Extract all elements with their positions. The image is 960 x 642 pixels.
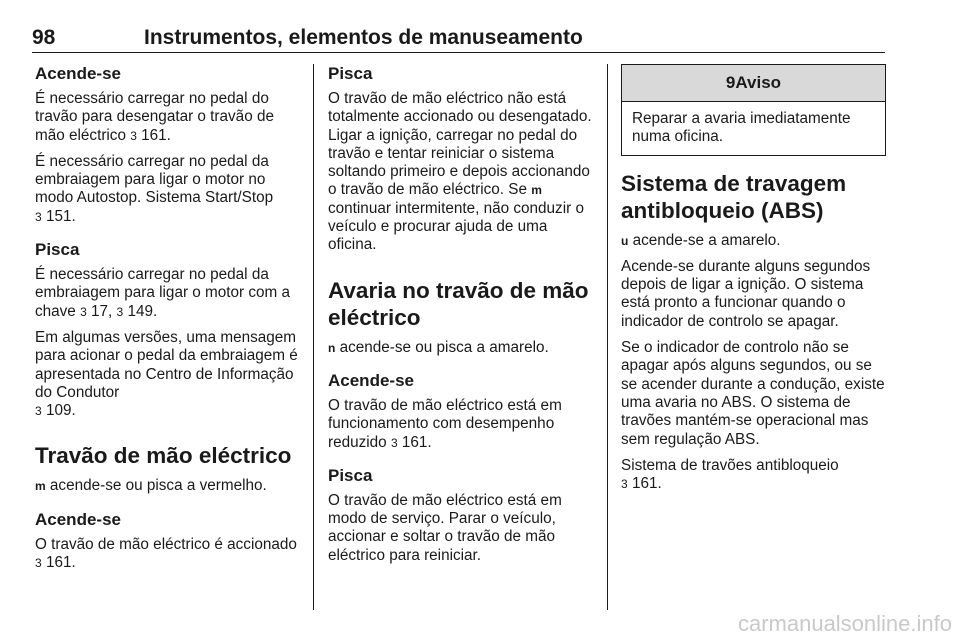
- paragraph: O travão de mão eléctrico é accionado 3 161.: [35, 535, 297, 572]
- abs-lamp-icon: u: [621, 233, 629, 248]
- watermark: carmanualsonline.info: [737, 611, 952, 636]
- column-3: [621, 64, 886, 501]
- section-heading: Pisca: [35, 240, 80, 260]
- reference-arrow-icon: 3: [621, 477, 628, 492]
- page-number: 98: [32, 26, 56, 49]
- section-heading: Acende-se: [35, 64, 121, 83]
- paragraph: Sistema de travões antibloqueio 3 161.: [621, 456, 839, 493]
- paragraph: É necessário carregar no pedal da embraiagem para ligar o motor no modo Autostop. Sistema Start/Stop 3 151.: [35, 152, 274, 225]
- warning-text: Reparar a avaria imediatamente numa oficina.: [632, 110, 851, 146]
- paragraph: Em algumas versões, uma mensagem para acionar o pedal da embraiagem é apresentada no Centro de Informação do Condutor 3 109.: [35, 328, 298, 420]
- section-heading: Acende-se: [35, 509, 121, 529]
- paragraph: u acende-se a amarelo.: [621, 231, 781, 249]
- parking-brake-lamp-icon: m: [531, 183, 542, 198]
- section-heading: Pisca: [328, 64, 373, 83]
- section-heading: Acende-se: [328, 370, 414, 390]
- column-2: [328, 64, 592, 573]
- paragraph: É necessário carregar no pedal da embraiagem para ligar o motor com a chave 3 17, 3 149.: [35, 266, 291, 320]
- column-divider: [607, 64, 608, 610]
- section-heading: Pisca: [328, 465, 373, 485]
- section-title: Sistema de travagem antibloqueio (ABS): [621, 170, 847, 223]
- warning-triangle-icon: 9: [725, 73, 736, 92]
- reference-arrow-icon: 3: [35, 556, 42, 571]
- chapter-title: Instrumentos, elementos de manuseamento: [144, 26, 583, 49]
- section-title: Travão de mão eléctrico: [35, 443, 292, 469]
- reference-arrow-icon: 3: [80, 304, 87, 319]
- paragraph: É necessário carregar no pedal do travão para desengatar o travão de mão eléctrico 3 161.: [35, 90, 274, 144]
- reference-arrow-icon: 3: [130, 128, 137, 143]
- warning-box: [621, 64, 886, 156]
- reference-arrow-icon: 3: [116, 304, 124, 319]
- parking-brake-lamp-icon: m: [35, 479, 46, 494]
- paragraph: O travão de mão eléctrico está em funcionamento com desempenho reduzido 3 161.: [328, 396, 562, 451]
- column-1: [35, 64, 303, 580]
- reference-arrow-icon: 3: [35, 209, 42, 224]
- paragraph: n acende-se ou pisca a amarelo.: [328, 338, 549, 356]
- column-divider: [313, 64, 314, 610]
- warning-header: [622, 65, 885, 102]
- paragraph: Acende-se durante alguns segundos depois de ligar a ignição. O sistema está pronto a funcionar quando o indicador de controlo se apagar.: [621, 257, 871, 330]
- paragraph: m acende-se ou pisca a vermelho.: [35, 477, 267, 495]
- section-title: Avaria no travão de mão eléctrico: [328, 277, 589, 330]
- reference-arrow-icon: 3: [390, 435, 398, 450]
- paragraph: O travão de mão eléctrico está em modo de serviço. Parar o veículo, accionar e soltar o travão de mão eléctrico para reiniciar.: [328, 491, 562, 564]
- brake-fault-lamp-icon: n: [328, 340, 336, 355]
- warning-title: Aviso: [735, 73, 782, 92]
- page-header: [32, 24, 885, 53]
- paragraph: Se o indicador de controlo não se apagar após alguns segundos, ou se se acender durante a condução, existe uma avaria no ABS. O sistema de travões mantém-se operacional mas sem regulação ABS.: [621, 339, 885, 448]
- reference-arrow-icon: 3: [35, 404, 42, 419]
- paragraph: O travão de mão eléctrico não está totalmente accionado ou desengatado. Ligar a ignição, carregar no pedal do travão e tentar reiniciar o sistema soltando primeiro e depois accionando o travão de mão eléctrico. Se m continuar intermitente, não conduzir o veículo e procurar ajuda de uma oficina.: [328, 90, 592, 254]
